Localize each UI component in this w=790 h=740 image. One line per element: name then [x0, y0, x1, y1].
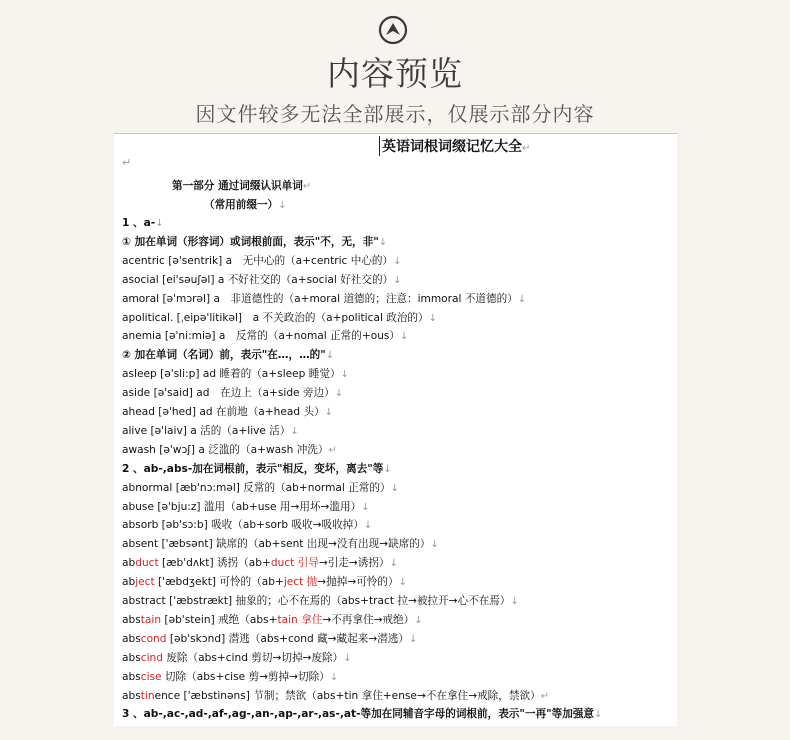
document-line	[122, 631, 417, 646]
line-text: cind	[140, 651, 163, 664]
line-text: duct 引导	[270, 557, 319, 570]
line-text: apolitical. [ˌeipə'litikəl] a 不关政治的（a+political 政治的）	[122, 311, 429, 324]
document-line	[122, 688, 549, 703]
document-line	[122, 347, 334, 362]
line-text: [əb'skɔnd] 潜逃（abs+cond 藏→藏起来→潜逃）	[166, 632, 409, 645]
line-break-mark: ↓	[414, 614, 423, 626]
line-break-mark: ↓	[510, 596, 519, 607]
document-line	[122, 272, 402, 287]
document-line	[122, 650, 352, 665]
document-line	[122, 253, 401, 268]
line-break-mark: ↓	[398, 577, 407, 589]
line-text: ② 加在单词（名词）前，表示"在…，…的"	[122, 349, 326, 362]
line-text: duct	[135, 557, 159, 570]
document-line	[122, 423, 299, 438]
line-text: →引走→诱拐）	[318, 557, 390, 570]
document-line	[122, 310, 437, 325]
line-break-mark: ↵	[328, 444, 337, 456]
line-text: abnormal [æb'nɔ:məl] 反常的（ab+normal 正常的）	[122, 481, 391, 494]
line-break-mark: ↓	[343, 652, 352, 664]
document-line	[122, 574, 407, 589]
line-text: [æb'dʌkt] 诱拐（ab+	[158, 557, 271, 570]
line-break-mark: ↓	[430, 539, 439, 551]
line-break-mark: ↓	[390, 482, 399, 494]
document-line	[122, 461, 392, 476]
line-text: cise	[140, 670, 162, 683]
line-text: →不再拿住→戒绝）	[322, 613, 415, 626]
document-title: 英语词根词缀记忆大全↵	[379, 136, 530, 156]
line-text: ahead [ə'hed] ad 在前地（a+head 头）	[122, 406, 325, 418]
line-text: tain 拿住	[277, 613, 323, 626]
line-break-mark: ↓	[517, 293, 527, 305]
document-line	[122, 480, 399, 495]
section-title: 第一部分 通过词缀认识单词↵	[172, 180, 312, 192]
line-text: →抛掉→可怜的）	[317, 576, 399, 589]
line-text: abs	[122, 689, 141, 702]
line-break-mark: ↓	[594, 709, 603, 721]
line-text: alive [ə'laiv] a 活的（a+live 活）	[122, 424, 291, 437]
line-text: asleep [ə'sli:p] ad 睡着的（a+sleep 睡觉）	[122, 368, 341, 381]
line-text: cond	[140, 632, 167, 645]
line-text: ject 抛	[283, 576, 318, 589]
line-break-mark: ↓	[428, 312, 438, 324]
line-text: abs	[122, 670, 141, 683]
line-text: 1 、a-	[122, 217, 156, 229]
document-line	[122, 404, 333, 419]
line-break-mark: ↓	[408, 633, 418, 645]
line-break-mark: ↓	[393, 255, 402, 267]
line-break-mark: ↓	[383, 463, 392, 475]
page-title: 内容预览	[327, 54, 463, 93]
line-text: ab	[122, 557, 136, 570]
document-line	[122, 669, 338, 684]
line-text: ject	[135, 576, 155, 589]
line-text: ① 加在单词（形容词）或词根前面，表示"不，无，非"	[122, 235, 379, 248]
document-line	[122, 328, 408, 343]
line-break-mark: ↓	[378, 236, 388, 248]
document-line	[122, 291, 526, 306]
line-break-mark: ↵	[540, 690, 550, 702]
line-text: acentric [ə'sentrik] a 无中心的（a+centric 中心的）	[122, 254, 394, 267]
line-text: aside [ə'said] ad 在边上（a+side 旁边）	[122, 387, 335, 400]
document-line	[122, 555, 398, 570]
line-text: 2 、ab-,abs-加在词根前，表示"相反，变坏，离去"等	[122, 462, 384, 475]
document-line	[122, 612, 423, 627]
line-text: ab	[122, 576, 136, 589]
line-break-mark: ↓	[340, 369, 349, 381]
document-line	[122, 499, 370, 514]
document-line	[122, 442, 337, 457]
line-text: asocial [ei'səuʃəl] a 不好社交的（a+social 好社交的）	[122, 273, 394, 286]
page-subtitle: 因文件较多无法全部展示，仅展示部分内容	[195, 102, 595, 126]
line-text: 切除（abs+cise 剪→剪掉→切除）	[161, 670, 330, 683]
document-line	[122, 385, 343, 400]
line-break-mark: ↓	[290, 425, 299, 437]
empty-paragraph-mark: ↵	[122, 156, 132, 169]
line-break-mark: ↓	[361, 501, 370, 513]
line-break-mark: ↓	[389, 558, 398, 570]
document-line	[122, 536, 439, 551]
line-text: amoral [ə'mɔrəl] a 非道德性的（a+moral 道德的；注意：immoral 不道德的）	[122, 292, 518, 305]
line-text: tin	[140, 689, 155, 702]
document-line	[122, 234, 387, 249]
line-break-mark: ↓	[334, 388, 344, 400]
line-break-mark: ↓	[363, 520, 373, 532]
preview-header	[0, 0, 790, 134]
line-text: 废除（abs+cind 剪切→切掉→废除）	[162, 651, 344, 664]
line-text: absent ['æbsənt] 缺席的（ab+sent 出现→没有出现→缺席的）	[122, 538, 431, 551]
logo-icon	[378, 15, 408, 45]
line-text: abs	[122, 613, 141, 626]
document-preview	[114, 133, 677, 726]
section-subtitle: （常用前缀一）↓	[204, 199, 287, 211]
document-line	[122, 593, 519, 608]
line-break-mark: ↓	[329, 671, 339, 683]
document-line	[122, 215, 164, 230]
line-text: anemia [ə'ni:miə] a 反常的（a+nomal 正常的+ous）	[122, 330, 401, 343]
line-text: abs	[122, 651, 141, 664]
line-break-mark: ↓	[155, 218, 164, 229]
line-text: awash [ə'wɔʃ] a 泛滥的（a+wash 冲洗）	[122, 443, 329, 456]
line-text: ence ['æbstinəns] 节制；禁欲（abs+tin 拿住+ense→不在拿住→戒除，禁欲）	[154, 689, 541, 702]
line-text: abs	[122, 632, 141, 645]
line-text: abuse [ə'bju:z] 滥用（ab+use 用→用坏→滥用）	[122, 500, 362, 513]
line-text: 3 、ab-,ac-,ad-,af-,ag-,an-,ap-,ar-,as-,at-等加在同辅音字母的词根前，表示"一再"等加强意	[122, 708, 595, 721]
line-break-mark: ↓	[325, 350, 335, 362]
line-break-mark: ↓	[400, 331, 409, 343]
line-break-mark: ↓	[324, 407, 334, 418]
line-text: [əb'stein] 戒绝（abs+	[161, 613, 278, 626]
line-text: abstract ['æbstrækt] 抽象的；心不在焉的（abs+tract 拉→被拉开→心不在焉）	[122, 595, 511, 607]
document-line	[122, 706, 602, 721]
document-line	[122, 517, 372, 532]
line-text: absorb [əb'sɔ:b] 吸收（ab+sorb 吸收→吸收掉）	[122, 519, 364, 532]
document-line	[122, 366, 349, 381]
line-text: tain	[140, 613, 162, 626]
line-text: ['æbdʒekt] 可怜的（ab+	[154, 576, 284, 589]
line-break-mark: ↓	[393, 274, 402, 286]
